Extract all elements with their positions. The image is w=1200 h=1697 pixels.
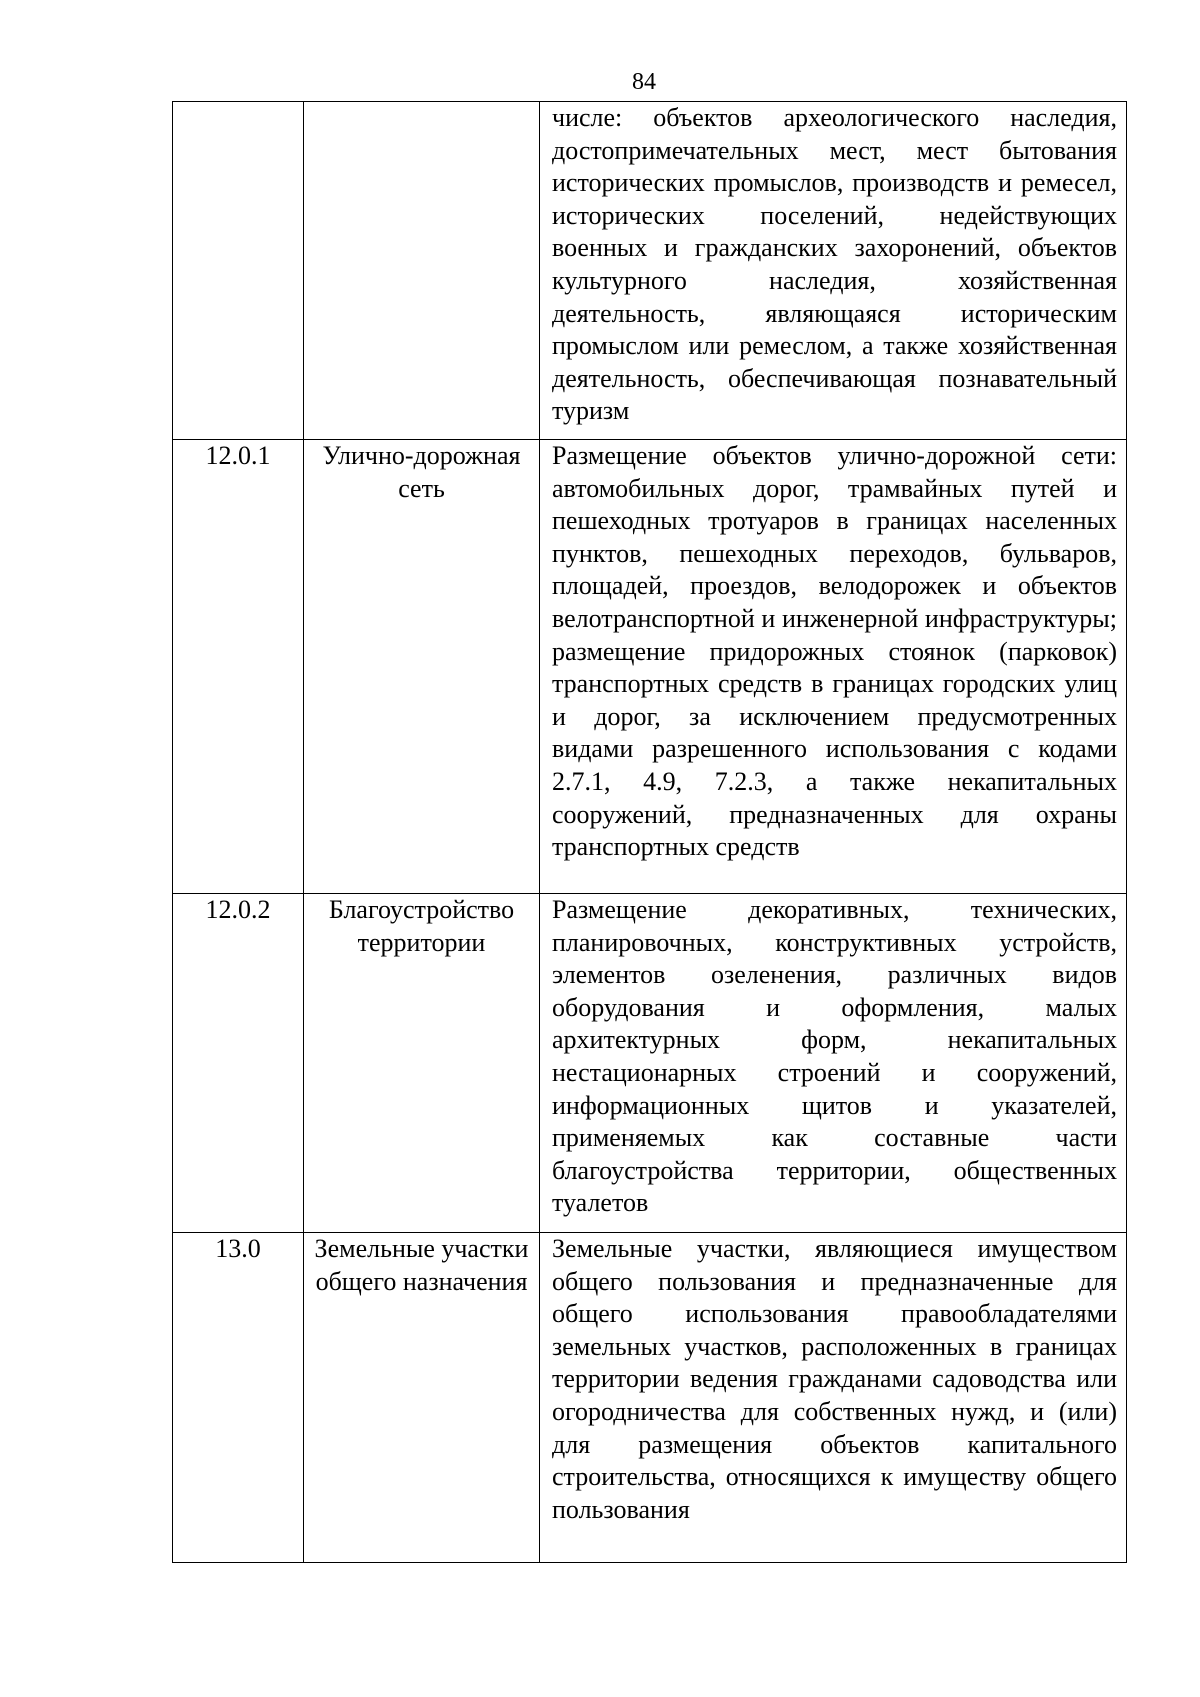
description-cell (540, 440, 1127, 894)
description-text: числе: объектов археологического наследия, достопримечательных мест, мест бытования исторических промыслов, производств и ремесел, исторических поселений, недействующих военных и гражданских захоронений, объектов культурного наследия, хозяйственная деятельность, являющаяся историческим промыслом или ремеслом, а также хозяйственная деятельность, обеспечивающая познавательный туризм (552, 103, 1117, 426)
description-cell (540, 894, 1127, 1233)
table-row (173, 440, 1127, 894)
page-number: 84 (632, 69, 656, 95)
code-cell (173, 440, 304, 894)
code-text: 12.0.2 (205, 895, 271, 924)
description-text: Размещение объектов улично-дорожной сети: автомобильных дорог, трамвайных путей и пешеходных тротуаров в границах населенных пунктов, пешеходных переходов, бульваров, площадей, проездов, велодорожек и объектов велотранспортной и инженерной инфраструктуры; размещение придорожных стоянок (парковок) транспортных средств в границах городских улиц и дорог, за исключением предусмотренных видами разрешенного использования с кодами 2.7.1, 4.9, 7.2.3, а также некапитальных сооружений, предназначенных для охраны транспортных средств (552, 441, 1117, 862)
name-cell (304, 102, 540, 440)
code-cell (173, 894, 304, 1233)
name-cell (304, 894, 540, 1233)
code-text: 13.0 (215, 1234, 261, 1263)
name-text: Улично-дорожная сеть (322, 441, 521, 503)
table-row (173, 102, 1127, 440)
name-text: Благоустройство территории (328, 895, 515, 957)
table-row (173, 1233, 1127, 1563)
code-cell (173, 102, 304, 440)
description-cell (540, 102, 1127, 440)
description-text: Размещение декоративных, технических, планировочных, конструктивных устройств, элементов озеленения, различных видов оборудования и оформления, малых архитектурных форм, некапитальных нестационарных строений и сооружений, информационных щитов и указателей, применяемых как составные части благоустройства территории, общественных туалетов (552, 895, 1117, 1218)
description-cell (540, 1233, 1127, 1563)
name-text: Земельные участки общего назначения (314, 1234, 529, 1296)
table-row (173, 894, 1127, 1233)
description-text: Земельные участки, являющиеся имуществом общего пользования и предназначенные для общего использования правообладателями земельных участков, расположенных в границах территории ведения гражданами садоводства или огородничества для собственных нужд, и (или) для размещения объектов капитального строительства, относящихся к имуществу общего пользования (552, 1234, 1117, 1524)
name-cell (304, 1233, 540, 1563)
code-text: 12.0.1 (205, 441, 271, 470)
land-use-table (172, 101, 1127, 1563)
code-cell (173, 1233, 304, 1563)
name-cell (304, 440, 540, 894)
